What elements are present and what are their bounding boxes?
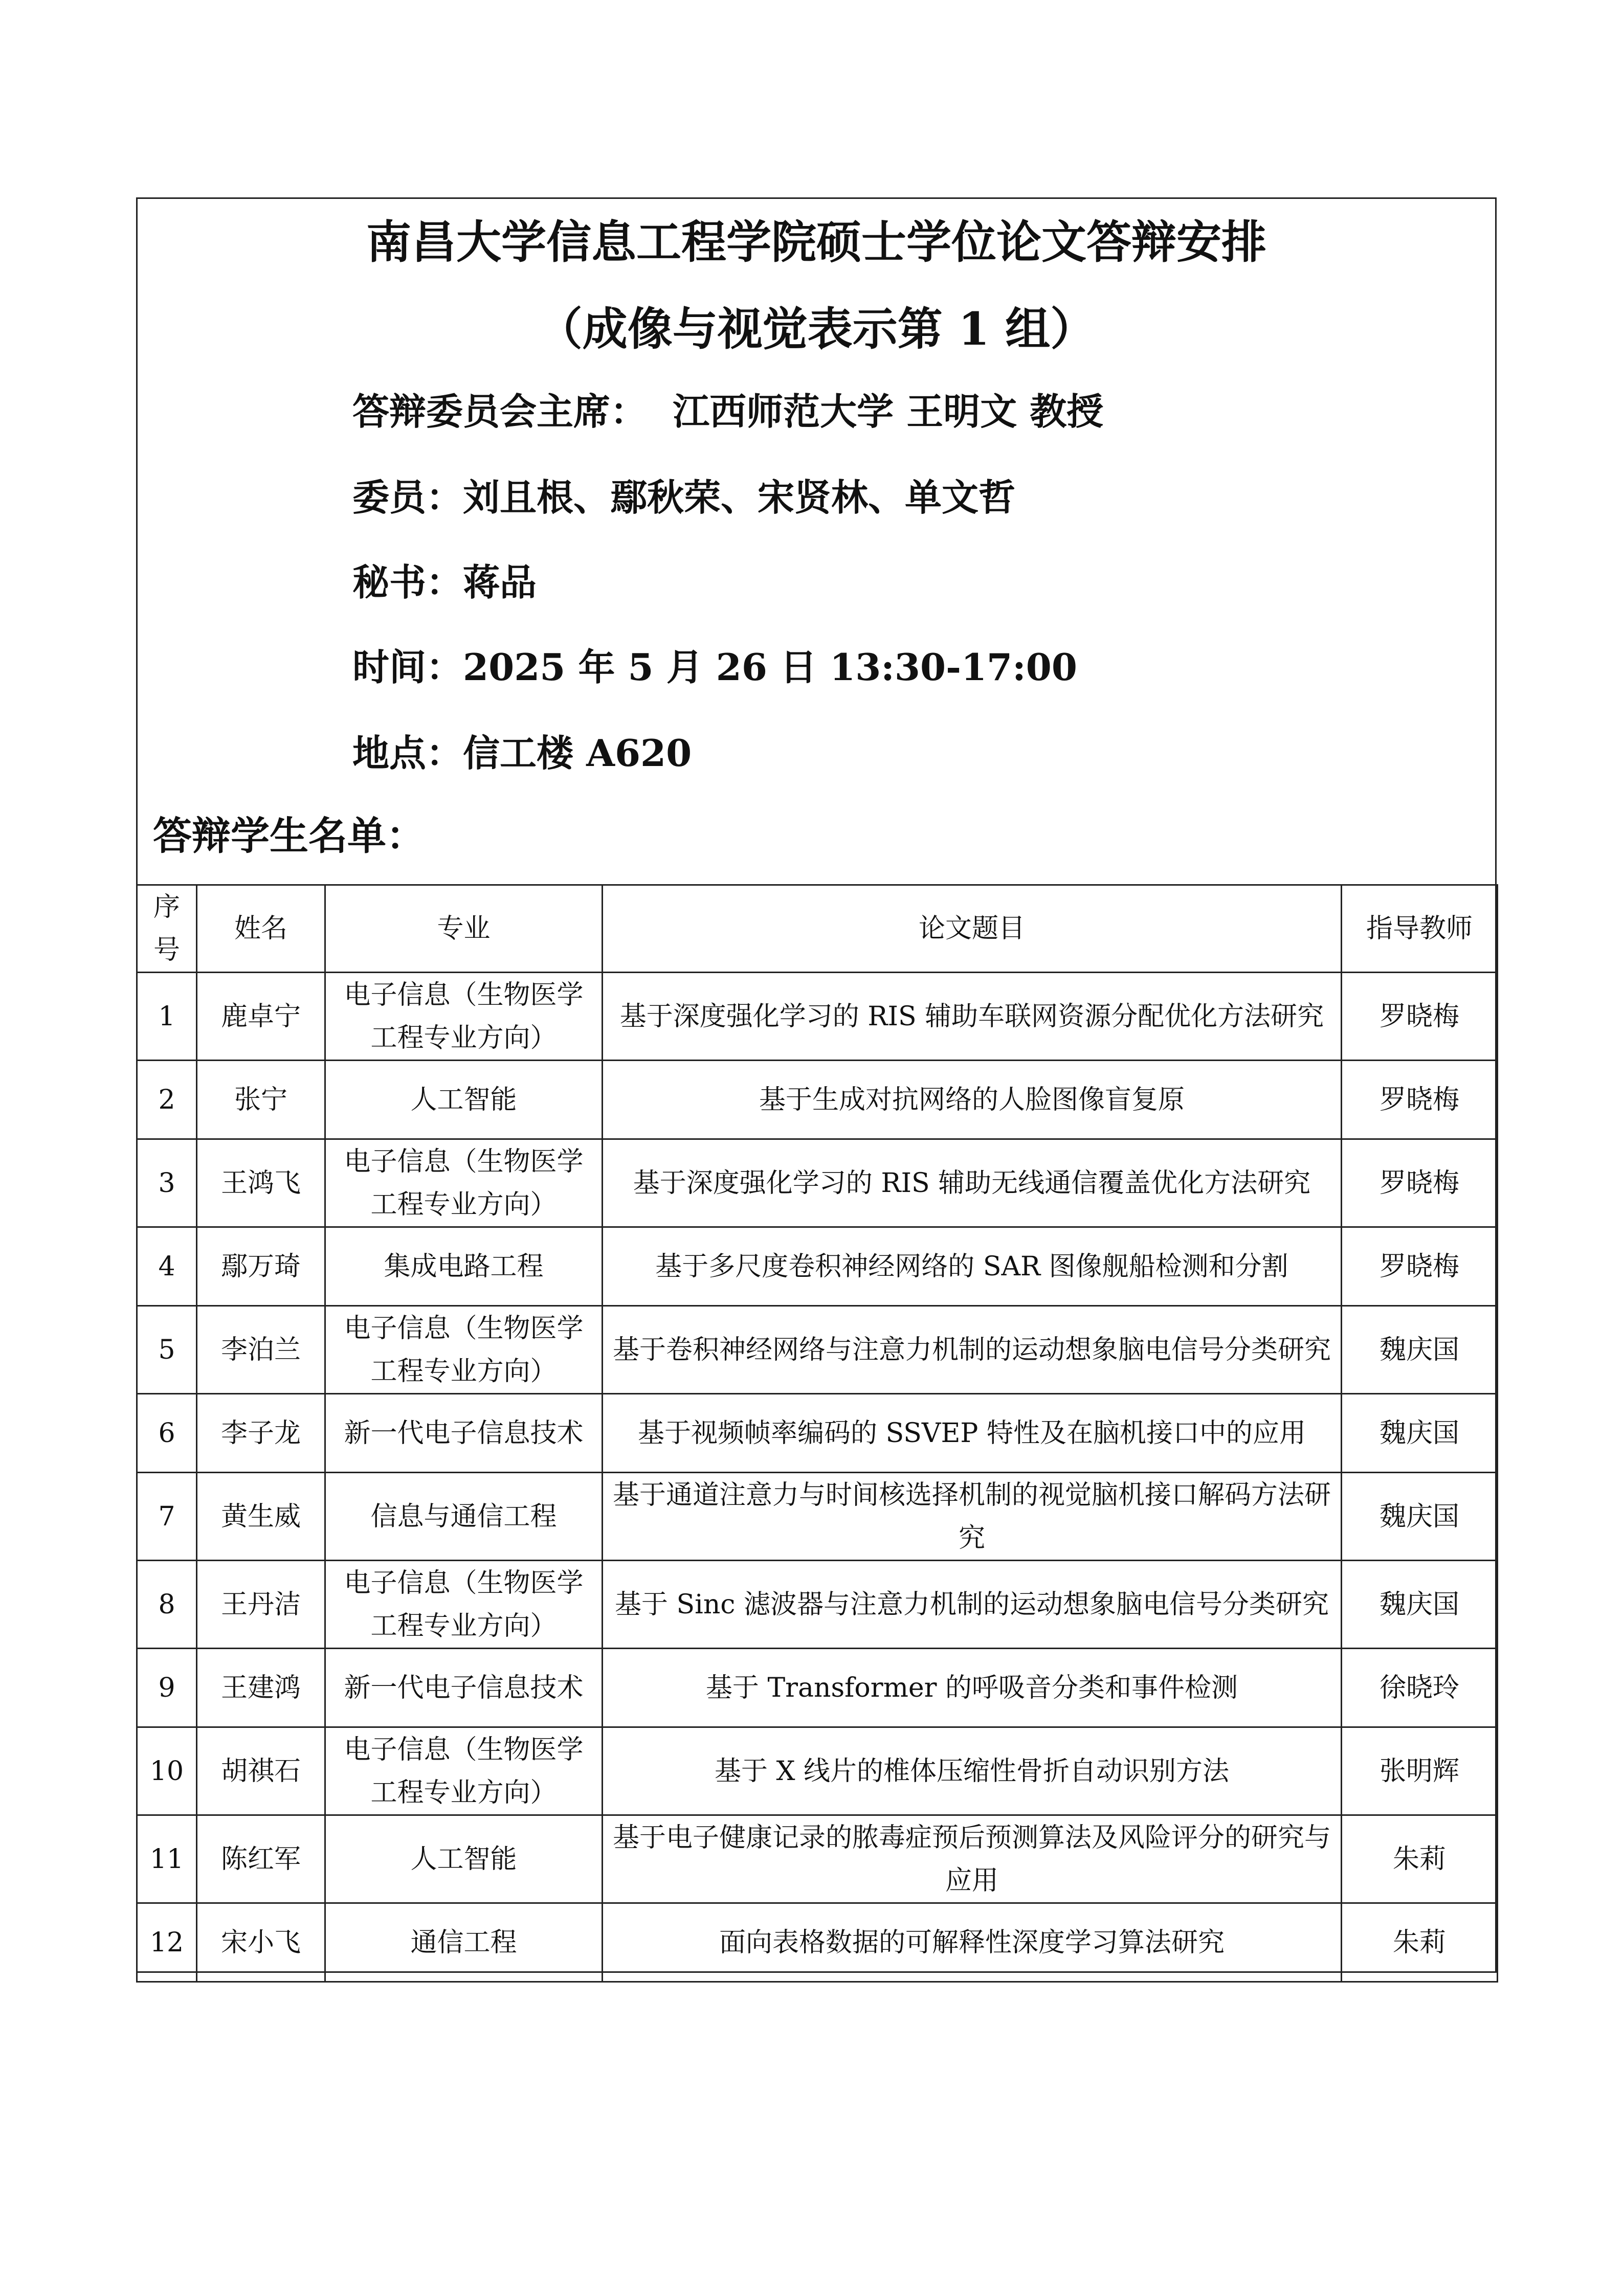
cell-major: 电子信息（生物医学工程专业方向）	[325, 1306, 603, 1394]
cell-no: 4	[137, 1227, 197, 1306]
cell-major: 电子信息（生物医学工程专业方向）	[325, 1727, 603, 1815]
cell-name: 胡祺石	[197, 1727, 325, 1815]
cell-no: 5	[137, 1306, 197, 1394]
header-name: 姓名	[197, 885, 325, 973]
cell-thesis: 基于多尺度卷积神经网络的 SAR 图像舰船检测和分割	[603, 1227, 1342, 1306]
place-line	[352, 728, 692, 779]
cell-advisor: 魏庆国	[1342, 1473, 1498, 1561]
cell-no: 3	[137, 1139, 197, 1227]
chair-label: 答辩委员会主席：	[352, 390, 648, 433]
document-frame	[136, 197, 1497, 1973]
cell-major: 电子信息（生物医学工程专业方向）	[325, 973, 603, 1061]
student-list-heading: 答辩学生名单：	[153, 813, 425, 859]
table-row	[137, 1649, 1498, 1727]
cell-name: 鹿卓宁	[197, 973, 325, 1061]
cell-advisor: 罗晓梅	[1342, 1139, 1498, 1227]
cell-major: 电子信息（生物医学工程专业方向）	[325, 1561, 603, 1649]
secretary-line	[352, 557, 537, 608]
cell-advisor: 朱莉	[1342, 1815, 1498, 1903]
cell-no: 2	[137, 1061, 197, 1139]
table-row	[137, 1561, 1498, 1649]
cell-major: 新一代电子信息技术	[325, 1649, 603, 1727]
members-value: 刘且根、鄢秋荣、宋贤林、单文哲	[463, 476, 1016, 519]
time-line	[352, 642, 1077, 693]
cell-thesis: 基于视频帧率编码的 SSVEP 特性及在脑机接口中的应用	[603, 1394, 1342, 1473]
cell-thesis: 基于深度强化学习的 RIS 辅助车联网资源分配优化方法研究	[603, 973, 1342, 1061]
cell-no: 8	[137, 1561, 197, 1649]
cell-name: 王鸿飞	[197, 1139, 325, 1227]
table-row	[137, 1306, 1498, 1394]
cell-thesis: 基于深度强化学习的 RIS 辅助无线通信覆盖优化方法研究	[603, 1139, 1342, 1227]
cell-thesis: 面向表格数据的可解释性深度学习算法研究	[603, 1903, 1342, 1982]
header-advisor: 指导教师	[1342, 885, 1498, 973]
table-row	[137, 1727, 1498, 1815]
cell-no: 7	[137, 1473, 197, 1561]
cell-advisor: 魏庆国	[1342, 1306, 1498, 1394]
cell-thesis: 基于卷积神经网络与注意力机制的运动想象脑电信号分类研究	[603, 1306, 1342, 1394]
header-major: 专业	[325, 885, 603, 973]
cell-advisor: 罗晓梅	[1342, 973, 1498, 1061]
chair-line	[352, 386, 1103, 437]
cell-name: 黄生威	[197, 1473, 325, 1561]
time-value: 2025 年 5 月 26 日 13:30-17:00	[463, 645, 1077, 689]
members-label: 委员：	[352, 476, 463, 519]
cell-no: 10	[137, 1727, 197, 1815]
cell-major: 新一代电子信息技术	[325, 1394, 603, 1473]
cell-advisor: 魏庆国	[1342, 1561, 1498, 1649]
page-title: 南昌大学信息工程学院硕士学位论文答辩安排	[366, 215, 1266, 268]
page-subtitle: （成像与视觉表示第 1 组）	[537, 302, 1096, 355]
cell-name: 宋小飞	[197, 1903, 325, 1982]
cell-thesis: 基于 X 线片的椎体压缩性骨折自动识别方法	[603, 1727, 1342, 1815]
header-thesis: 论文题目	[603, 885, 1342, 973]
cell-name: 鄢万琦	[197, 1227, 325, 1306]
cell-name: 王丹洁	[197, 1561, 325, 1649]
cell-thesis: 基于 Transformer 的呼吸音分类和事件检测	[603, 1649, 1342, 1727]
table-row	[137, 1815, 1498, 1903]
table-row	[137, 1139, 1498, 1227]
cell-advisor: 罗晓梅	[1342, 1061, 1498, 1139]
table-row	[137, 973, 1498, 1061]
members-line	[352, 472, 1015, 523]
secretary-value: 蒋品	[463, 560, 537, 604]
cell-name: 李泊兰	[197, 1306, 325, 1394]
cell-major: 人工智能	[325, 1815, 603, 1903]
cell-major: 电子信息（生物医学工程专业方向）	[325, 1139, 603, 1227]
chair-value: 江西师范大学 王明文 教授	[673, 390, 1104, 433]
cell-advisor: 朱莉	[1342, 1903, 1498, 1982]
cell-major: 集成电路工程	[325, 1227, 603, 1306]
table-row	[137, 1473, 1498, 1561]
header	[138, 199, 1495, 884]
cell-thesis: 基于 Sinc 滤波器与注意力机制的运动想象脑电信号分类研究	[603, 1561, 1342, 1649]
cell-name: 张宁	[197, 1061, 325, 1139]
cell-major: 信息与通信工程	[325, 1473, 603, 1561]
cell-thesis: 基于生成对抗网络的人脸图像盲复原	[603, 1061, 1342, 1139]
cell-no: 6	[137, 1394, 197, 1473]
table-row	[137, 1394, 1498, 1473]
place-label: 地点：	[352, 731, 463, 775]
cell-major: 人工智能	[325, 1061, 603, 1139]
table-header-row	[137, 885, 1498, 973]
cell-no: 1	[137, 973, 197, 1061]
cell-thesis: 基于通道注意力与时间核选择机制的视觉脑机接口解码方法研究	[603, 1473, 1342, 1561]
secretary-label: 秘书：	[352, 560, 463, 604]
cell-advisor: 张明辉	[1342, 1727, 1498, 1815]
table-row	[137, 1903, 1498, 1982]
student-table	[136, 884, 1498, 1983]
cell-no: 11	[137, 1815, 197, 1903]
cell-name: 王建鸿	[197, 1649, 325, 1727]
table-row	[137, 1227, 1498, 1306]
place-value: 信工楼 A620	[463, 731, 692, 775]
cell-advisor: 魏庆国	[1342, 1394, 1498, 1473]
cell-major: 通信工程	[325, 1903, 603, 1982]
cell-thesis: 基于电子健康记录的脓毒症预后预测算法及风险评分的研究与应用	[603, 1815, 1342, 1903]
time-label: 时间：	[352, 645, 463, 689]
header-no: 序号	[137, 885, 197, 973]
cell-advisor: 徐晓玲	[1342, 1649, 1498, 1727]
cell-advisor: 罗晓梅	[1342, 1227, 1498, 1306]
cell-no: 9	[137, 1649, 197, 1727]
cell-name: 李子龙	[197, 1394, 325, 1473]
table-row	[137, 1061, 1498, 1139]
cell-no: 12	[137, 1903, 197, 1982]
cell-name: 陈红军	[197, 1815, 325, 1903]
